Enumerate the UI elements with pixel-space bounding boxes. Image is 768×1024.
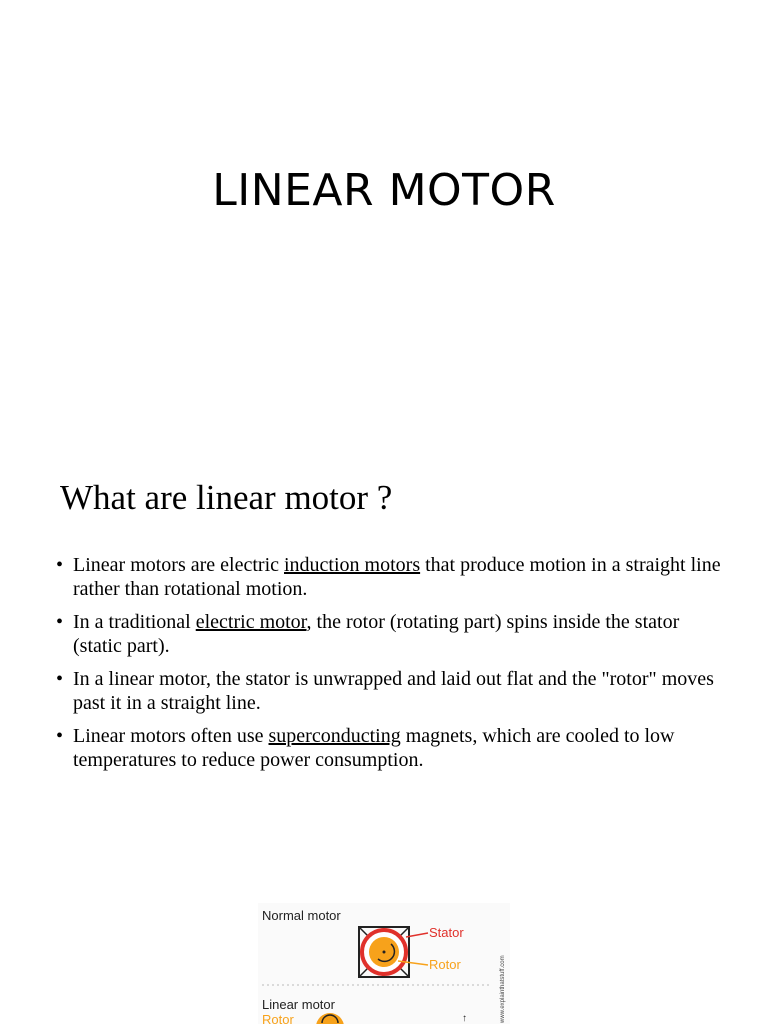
svg-text:↑: ↑ <box>462 1013 467 1024</box>
bullet-dot-icon: • <box>56 725 64 747</box>
bullet-item: • Linear motors are electric induction motors that produce motion in a straight line rather than rotational motion. <box>56 554 721 600</box>
bullet-list <box>56 553 726 781</box>
linear-motor-label: Linear motor <box>262 997 335 1012</box>
watermark: www.explainthatstuff.com <box>500 955 506 1023</box>
stator-label: Stator <box>429 925 464 940</box>
bullet-dot-icon: • <box>56 554 64 576</box>
linear-rotor-label: Rotor <box>262 1012 294 1024</box>
normal-motor-label: Normal motor <box>262 908 341 923</box>
rotor-label: Rotor <box>429 957 461 972</box>
bullet-item: • Linear motors often use superconducting magnets, which are cooled to low temperatures to reduce power consumption. <box>56 725 675 771</box>
link-superconducting[interactable]: superconducting <box>268 725 401 747</box>
link-electric-motor[interactable]: electric motor <box>195 611 307 633</box>
link-induction-motors[interactable]: induction motors <box>284 554 421 576</box>
bullet-dot-icon: • <box>56 611 64 633</box>
section-heading: What are linear motor ? <box>60 478 393 517</box>
motor-diagram <box>258 903 510 1024</box>
bullet-item: • In a traditional electric motor, the rotor (rotating part) spins inside the stator (static part). <box>56 611 680 657</box>
slide-title: LINEAR MOTOR <box>212 165 556 216</box>
bullet-dot-icon: • <box>56 668 64 690</box>
bullet-item: • In a linear motor, the stator is unwrapped and laid out flat and the "rotor" moves past it in a straight line. <box>56 668 714 714</box>
